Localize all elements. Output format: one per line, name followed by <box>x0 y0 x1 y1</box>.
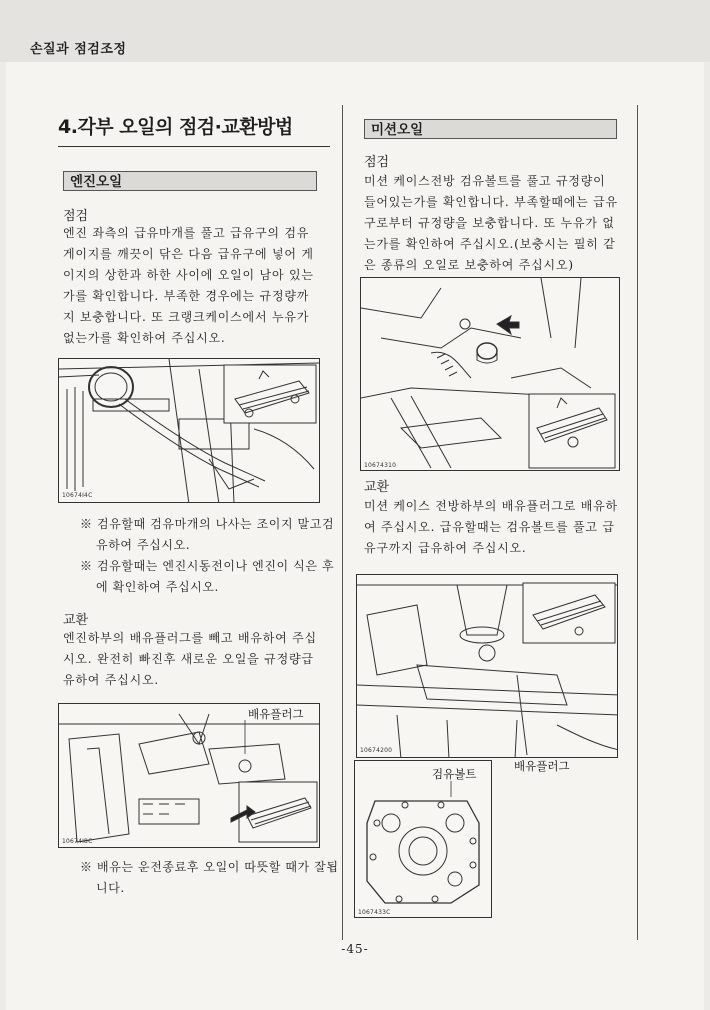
engine-footnote: ※ 배유는 운전종료후 오일이 따뜻할 때가 잘됩니다. <box>80 860 339 895</box>
title-underline <box>58 146 330 147</box>
figure-code: 1067433C <box>358 909 391 916</box>
transmission-inspect-text: 미션 케이스전방 검유볼트를 풀고 규정량이 들어있는가를 확인합니다. 부족할때에는 급유구로부터 규정량을 보충합니다. 또 누유가 없는가를 확인하여 주십시오.(보충시는 필히 같은 종류의 오일로 보충하여 주십시오) <box>364 174 618 272</box>
engine-note-2: ※ 검유할때는 엔진시동전이나 엔진이 식은 후에 확인하여 주십시오. <box>80 559 335 594</box>
engine-drain-illustration <box>59 704 320 848</box>
transmission-replace-label: 교환 <box>364 480 390 495</box>
engine-replace-text: 엔진하부의 배유플러그를 빼고 배유하여 주십시오. 완전히 빠진후 새로운 오일을 규정량급유하여 주십시오. <box>63 631 317 687</box>
engine-dipstick-illustration <box>59 359 320 503</box>
engine-inspect-text: 엔진 좌측의 급유마개를 풀고 급유구의 검유게이지를 깨끗이 닦은 다음 급유구에 넣어 게이지의 상한과 하한 사이에 오일이 남아 있는가를 확인합니다. 부족한 경우에는 규정량까지 보충합니다. 또 크랭크케이스에서 누유가 없는가를 확인하여 주십시오. <box>63 226 314 345</box>
engine-note-1: ※ 검유할때 검유마개의 나사는 조이지 말고검유하여 주십시오. <box>80 517 335 552</box>
transmission-drain-figure <box>356 574 618 758</box>
page-number: -45- <box>341 942 369 956</box>
figure-code: 10674I8C <box>62 838 93 845</box>
engine-inspect-label: 점검 <box>63 209 89 224</box>
figure-code: 10674310 <box>364 462 397 469</box>
engine-dipstick-figure <box>58 358 320 503</box>
gearcase-illustration <box>355 761 492 918</box>
engine-replace-label: 교환 <box>63 613 89 628</box>
transmission-check-figure <box>360 277 620 471</box>
figure-code: 10674200 <box>360 747 393 754</box>
transmission-replace-text: 미션 케이스 전방하부의 배유플러그로 배유하여 주십시오. 급유할때는 검유볼트를 풀고 급유구까지 급유하여 주십시오. <box>364 499 618 555</box>
right-margin-rule <box>637 105 638 940</box>
transmission-check-illustration <box>361 278 620 471</box>
main-title: 4.각부 오일의 점검·교환방법 <box>58 116 293 138</box>
column-divider <box>342 105 343 940</box>
transmission-inspect-label: 점검 <box>364 155 390 170</box>
drain-plug-callout-left: 배유플러그 <box>248 707 304 721</box>
figure-code: 10674I4C <box>62 492 93 499</box>
engine-drain-figure <box>58 703 320 848</box>
check-bolt-figure <box>354 760 492 918</box>
transmission-oil-heading: 미션오일 <box>364 119 617 139</box>
section-tag: 손질과 점검조정 <box>30 42 127 57</box>
engine-oil-heading: 엔진오일 <box>63 171 317 191</box>
drain-plug-callout-right: 배유플러그 <box>514 759 570 773</box>
check-bolt-callout: 검유볼트 <box>432 767 477 781</box>
transmission-drain-illustration <box>357 575 618 758</box>
